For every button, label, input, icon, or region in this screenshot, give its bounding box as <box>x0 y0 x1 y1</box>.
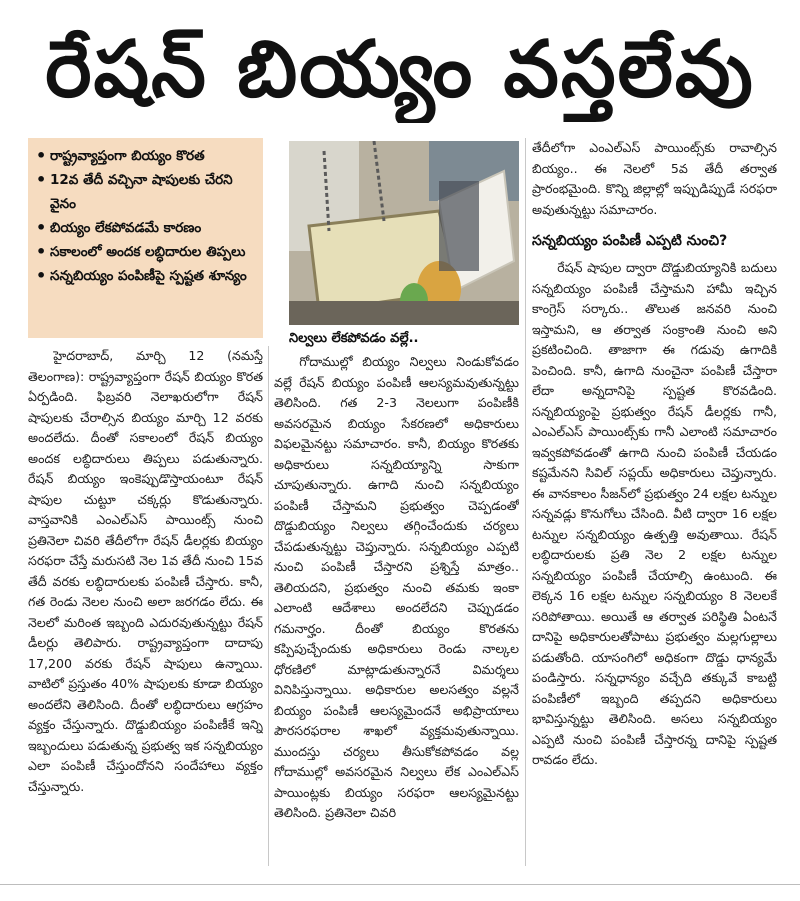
highlight-item: • రాష్ట్రవ్యాప్తంగా బియ్యం కొరత <box>36 144 257 168</box>
headline: రేషన్ బియ్యం వస్తలేవు <box>45 25 755 115</box>
body-column-2 <box>274 352 519 866</box>
body-column-3 <box>532 138 777 866</box>
body-paragraph: గోదాముల్లో బియ్యం నిల్వలు నిండుకోవడం వల్లే రేషన్ బియ్యం పంపిణీ ఆలస్యమవుతున్నట్టు తెలిసింది. గత 2-3 నెలలుగా పంపిణీకి అవసరమైన బియ్యం సేకరణలో అధికారులు విఫలమైనట్టు సమాచారం. కానీ, బియ్యం కొరతకు అధికారులు సన్నబియ్యాన్ని సాకుగా చూపుతున్నారు. ఉగాది నుంచి సన్నబియ్యం పంపిణీ చేస్తామని ప్రభుత్వం చెప్పడంతో దొడ్డుబియ్యం నిల్వలు తగ్గించేందుకు చర్యలు చేపడుతున్నట్టు చెప్తున్నారు. సన్నబియ్యం ఎప్పటి నుంచి పంపిణీ చేస్తారని ప్రశ్నిస్తే మాత్రం.. తెలియదని, ప్రభుత్వం నుంచి తమకు ఇంకా ఎలాంటి ఆదేశాలు అందలేదని చెప్పుడడం గమనార్హం. దీంతో బియ్యం కొరతను కప్పిపుచ్చేందుకు అధికారులు రెండు నాల్కల ధోరణిలో మాట్లాడుతున్నారనే విమర్శలు వినిపిస్తున్నాయి. అధికారుల అలసత్వం వల్లనే బియ్యం పంపిణీ ఆలస్యమైందనే అభిప్రాయాలు పౌరసరఫరాల శాఖలో వ్యక్తమవుతున్నాయి. ముందస్తు చర్యలు తీసుకోకపోవడం వల్ల గోదాముల్లో అవసరమైన నిల్వలు లేక ఎంఎల్ఎస్ పాయింట్లకు బియ్యం సరఫరా ఆలస్యమైనట్టు తెలిసింది. ప్రతినెలా చివరి <box>274 354 519 820</box>
subheading: సన్నబియ్యం పంపిణీ ఎప్పటి నుంచి? <box>532 233 728 249</box>
highlight-item: • 12వ తేదీ వచ్చినా షాపులకు చేరని వైనం <box>36 168 257 216</box>
photo-caption: నిల్వలు లేకపోవడం వల్లే.. <box>289 331 419 346</box>
highlight-item: • సకాలంలో అందక లబ్ధిదారుల తిప్పలు <box>36 240 257 264</box>
rice-sack-illustration <box>289 141 519 325</box>
bottom-rule <box>0 884 800 885</box>
highlight-item: • బియ్యం లేకపోవడమే కారణం <box>36 216 257 240</box>
column-divider <box>525 138 526 866</box>
highlights-box <box>28 138 263 338</box>
body-column-1 <box>28 346 263 866</box>
body-paragraph: తేదీలోగా ఎంఎల్ఎస్ పాయింట్స్‌కు రావాల్సిన బియ్యం.. ఈ నెలలో 5వ తేదీ తర్వాత ప్రారంభమైంది. కొన్ని జిల్లాల్లో ఇప్పుడిప్పుడే సరఫరా అవుతున్నట్టు సమాచారం. <box>532 140 777 217</box>
body-paragraph: హైదరాబాద్, మార్చి 12 (నమస్తే తెలంగాణ): రాష్ట్రవ్యాప్తంగా రేషన్ బియ్యం కొరత ఏర్పడింది. ఫిబ్రవరి నెలాఖరులోగా రేషన్ షాపులకు చేరాల్సిన బియ్యం మార్చి 12 వరకు అందలేదు. దీంతో సకాలంలో రేషన్ బియ్యం అందక లబ్ధిదారులు తిప్పలు పడుతున్నారు. రేషన్ బియ్యం ఇంకెప్పుడొస్తాయంటూ రేషన్ షాపుల చుట్టూ చక్కర్లు కొడుతున్నారు. వాస్తవానికి ఎంఎల్ఎస్ పాయింట్స్ నుంచి ప్రతినెలా చివరి తేదీలోగా రేషన్ డీలర్లకు బియ్యం సరఫరా చేస్తే మరుసటి నెల 1వ తేదీ నుంచి 15వ తేదీ వరకు లబ్ధిదారులకు పంపిణీ చేస్తారు. కానీ, గత రెండు నెలల నుంచి అలా జరగడం లేదు. ఈ నెలలో మరింత ఇబ్బంది ఎదురవుతున్నట్టు రేషన్ డీలర్లు తెలిపారు. రాష్ట్రవ్యాప్తంగా దాదాపు 17,200 వరకు రేషన్ షాపులు ఉన్నాయి. వాటిలో ప్రస్తుతం 40% షాపులకు కూడా బియ్యం అందలేని తెలిసింది. దీంతో లబ్ధిదారులు ఆగ్రహం వ్యక్తం చేస్తున్నారు. దొడ్డుబియ్యం పంపిణీకే ఇన్ని ఇబ్బందులు పడుతున్న ప్రభుత్వ ఇక సన్నబియ్యం ఎలా పంపిణీ చేస్తుందోనని సందేహాలు వ్యక్తం చేస్తున్నారు. <box>28 348 263 794</box>
body-paragraph: రేషన్ షాపుల ద్వారా దొడ్డుబియ్యానికి బదులు సన్నబియ్యం పంపిణీ చేస్తామని హామీ ఇచ్చిన కాంగ్రెస్ సర్కారు.. తొలుత జనవరి నుంచి ఇస్తామని, ఆ తర్వాత సంక్రాంతి నుంచి అని ప్రకటించింది. తాజాగా ఈ గడువు ఉగాదికి పెంచింది. కానీ, ఉగాది నుంచైనా పంపిణీ చేస్తారా లేదా అన్నదానిపై స్పష్టత కొరవడింది. సన్నబియ్యంపై ప్రభుత్వం రేషన్ డీలర్లకు గానీ, ఎంఎల్ఎస్ పాయింట్స్‌కు గానీ ఎలాంటి సమాచారం ఇవ్వకపోవడంతో ఉగాది నుంచి పంపిణీ చేయడం కష్టమేనని సివిల్ సప్లయ్ అధికారులు చెప్తున్నారు. ఈ వానకాలం సీజన్‌లో ప్రభుత్వం 24 లక్షల టన్నుల సన్నవడ్లు కొనుగోలు చేసింది. వీటి ద్వారా 16 లక్షల టన్నుల సన్నబియ్యం ఉత్పత్తి అవుతాయి. రేషన్ లబ్ధిదారులకు ప్రతి నెల 2 లక్షల టన్నుల సన్నబియ్యం పంపిణీ చేయాల్సి ఉంటుంది. ఈ లెక్కన 16 లక్షల టన్నుల సన్నబియ్యం 8 నెలలకే సరిపోతాయి. అయితే ఆ తర్వాత పరిస్థితి ఏంటనే దానిపై అధికారులతోపాటు ప్రభుత్వం మల్లగుల్లాలు పడుతోంది. యాసంగిలో అధికంగా దొడ్డు ధాన్యమే పండిస్తారు. సన్నధాన్యం వచ్చేది తక్కువే కాబట్టి పంపిణీలో ఇబ్బంది తప్పదని అధికారులు భావిస్తున్నట్టు తెలిసింది. అసలు సన్నబియ్యం ఎప్పటి నుంచి పంపిణీ చేస్తారన్న దానిపై స్పష్టత రావడం లేదు. <box>532 260 777 767</box>
highlight-item: • సన్నబియ్యం పంపిణీపై స్పష్టత శూన్యం <box>36 264 257 288</box>
rice-sack-photo <box>289 141 519 325</box>
column-divider <box>268 346 269 866</box>
